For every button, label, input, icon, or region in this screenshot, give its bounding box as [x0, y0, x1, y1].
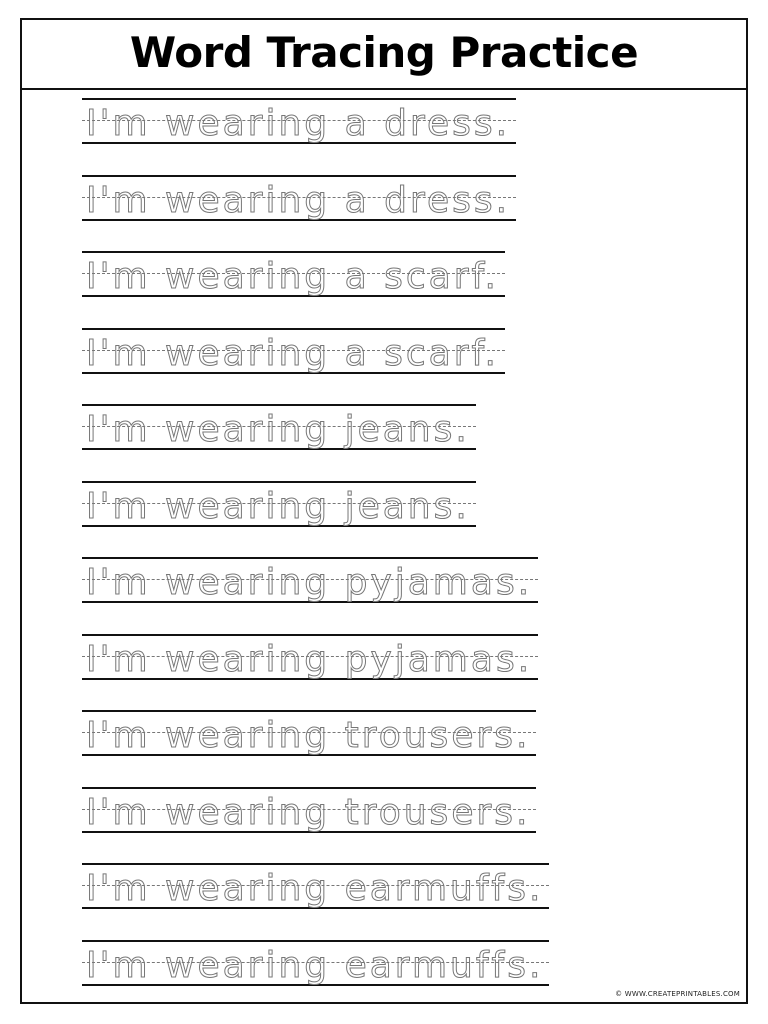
- top-line: [82, 175, 516, 177]
- tracing-sentence: I'm wearing trousers.: [86, 715, 531, 756]
- tracing-row: [82, 787, 536, 833]
- top-line: [82, 328, 505, 330]
- top-line: [82, 787, 536, 789]
- top-line: [82, 98, 516, 100]
- tracing-sentence: I'm wearing pyjamas.: [86, 638, 533, 680]
- top-line: [82, 710, 536, 712]
- tracing-sentence: I'm wearing a scarf.: [86, 332, 500, 374]
- tracing-sentence: I'm wearing trousers.: [86, 791, 531, 833]
- tracing-sentence: I'm wearing jeans.: [86, 485, 470, 527]
- tracing-row: [82, 940, 549, 986]
- tracing-sentence: I'm wearing earmuffs.: [86, 944, 544, 986]
- tracing-row: [82, 557, 538, 603]
- tracing-row: [82, 481, 476, 527]
- tracing-row: [82, 863, 549, 909]
- tracing-sentence: I'm wearing earmuffs.: [86, 868, 544, 909]
- top-line: [82, 481, 476, 483]
- tracing-sentence: I'm wearing a dress.: [86, 179, 511, 221]
- copyright-notice: © WWW.CREATEPRINTABLES.COM: [615, 990, 740, 998]
- page-title: Word Tracing Practice: [129, 28, 639, 77]
- tracing-sentence: I'm wearing jeans.: [86, 409, 470, 450]
- tracing-sentence: I'm wearing a scarf.: [86, 256, 500, 297]
- top-line: [82, 404, 476, 406]
- tracing-sentence: I'm wearing pyjamas.: [86, 562, 533, 603]
- tracing-row: [82, 98, 516, 144]
- top-line: [82, 251, 505, 253]
- tracing-row: [82, 710, 536, 756]
- tracing-row: [82, 328, 505, 374]
- top-line: [82, 634, 538, 636]
- tracing-sentence: I'm wearing a dress.: [86, 103, 511, 144]
- tracing-row: [82, 404, 476, 450]
- top-line: [82, 940, 549, 942]
- tracing-rows: [22, 20, 746, 1002]
- top-line: [82, 863, 549, 865]
- tracing-row: [82, 175, 516, 221]
- top-line: [82, 557, 538, 559]
- tracing-row: [82, 251, 505, 297]
- worksheet-page: [20, 18, 748, 1004]
- tracing-row: [82, 634, 538, 680]
